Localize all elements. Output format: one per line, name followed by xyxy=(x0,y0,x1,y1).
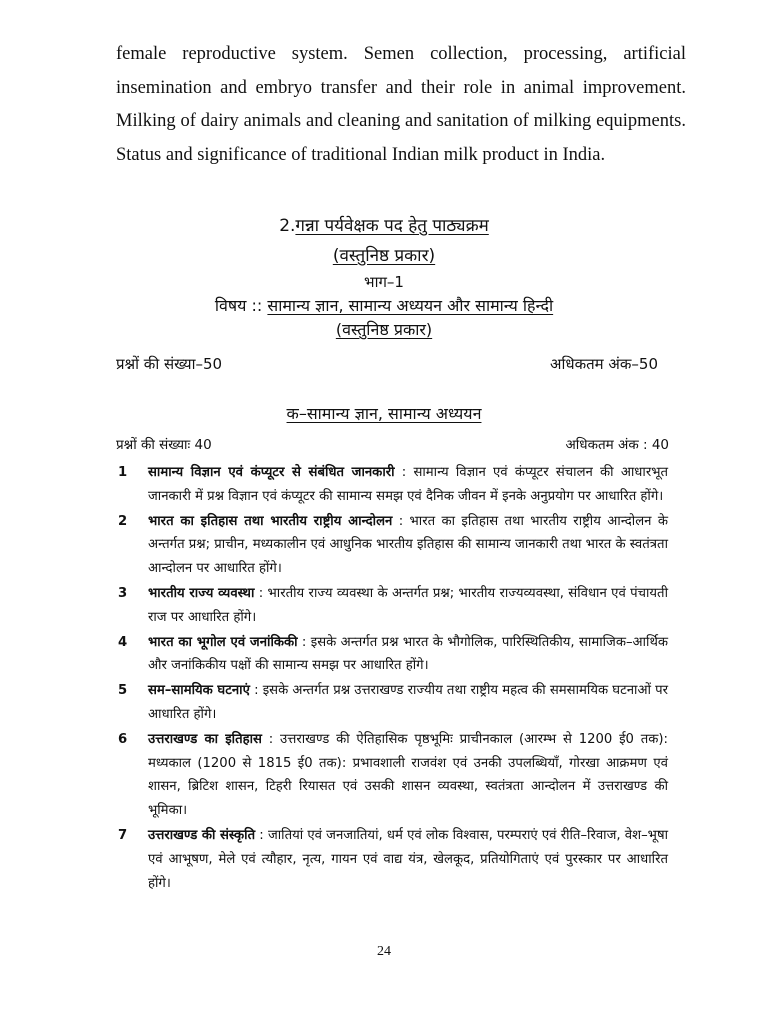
intro-paragraph: female reproductive system. Semen collection, processing, artificial insemination and embryo transfer and their role in animal improvement. Milking of dairy animals and cleaning and sanitation of milking equipments. Status and significance of traditional Indian milk product in India. xyxy=(116,44,686,165)
item-title: भारत का इतिहास तथा भारतीय राष्ट्रीय आन्दोलन xyxy=(148,513,393,529)
list-item xyxy=(118,679,668,727)
heading-type xyxy=(0,243,768,266)
list-item xyxy=(118,631,668,679)
list-item xyxy=(118,824,668,895)
item-title: सम–सामयिक घटनाएं xyxy=(148,683,250,699)
item-text: : इसके अन्तर्गत प्रश्न उत्तराखण्ड राज्यीय तथा राष्ट्रीय महत्व की समसामयिक घटनाओं पर आधारित होंगे। xyxy=(148,683,669,722)
item-text: : इसके अन्तर्गत प्रश्न भारत के भौगोलिक, पारिस्थितिकीय, सामाजिक–आर्थिक और जनांकिकीय पक्षों की सामान्य समझ पर आधारित होंगे। xyxy=(148,634,669,674)
section-title: क–सामान्य ज्ञान, सामान्य अध्ययन xyxy=(286,404,482,423)
item-text: : भारतीय राज्य व्यवस्था के अन्तर्गत प्रश्न; भारतीय राज्यव्यवस्था, संविधान एवं पंचायती राज पर आधारित होंगे। xyxy=(148,585,668,625)
item-body xyxy=(148,679,668,727)
page-number: 24 xyxy=(377,944,391,959)
list-item xyxy=(118,510,668,581)
subject-prefix: विषय :: xyxy=(214,296,263,315)
subject-text: सामान्य ज्ञान, सामान्य अध्ययन और सामान्य हिन्दी xyxy=(267,296,554,315)
item-title: भारतीय राज्य व्यवस्था xyxy=(148,585,255,601)
syllabus-heading xyxy=(0,213,768,236)
section-questions: प्रश्नों की संख्याः 40 xyxy=(116,437,212,453)
topic-list xyxy=(118,461,668,896)
list-item xyxy=(118,582,668,630)
item-body xyxy=(148,728,668,823)
heading-title: गन्ना पर्यवेक्षक पद हेतु पाठ्यक्रम xyxy=(295,216,489,236)
item-number: 3 xyxy=(118,585,128,601)
item-body xyxy=(148,582,668,630)
list-item xyxy=(118,728,668,823)
heading-number: 2. xyxy=(279,216,296,236)
section-summary-row xyxy=(116,435,669,453)
item-title: भारत का भूगोल एवं जनांकिकी xyxy=(148,634,298,650)
summary-row xyxy=(116,354,658,374)
subject-line xyxy=(0,294,768,316)
subject-type xyxy=(0,318,768,340)
item-number: 4 xyxy=(118,634,128,650)
total-max-marks: अधिकतम अंक–50 xyxy=(550,355,658,373)
list-item xyxy=(118,461,668,509)
item-number: 1 xyxy=(118,465,128,480)
part-label: भाग–1 xyxy=(364,273,404,291)
item-text: : सामान्य विज्ञान एवं कंप्यूटर संचालन की आधारभूत जानकारी में प्रश्न विज्ञान एवं कंप्यूटर की सामान्य समझ एवं दैनिक जीवन में इनके अनुप्रयोग पर आधारित होंगे। xyxy=(148,465,669,504)
item-body xyxy=(148,461,668,509)
item-title: उत्तराखण्ड का इतिहास xyxy=(148,731,262,747)
item-number: 7 xyxy=(118,827,128,843)
heading-type-text: (वस्तुनिष्ठ प्रकार) xyxy=(332,246,436,266)
item-number: 5 xyxy=(118,683,128,699)
item-body xyxy=(148,824,668,895)
total-questions: प्रश्नों की संख्या–50 xyxy=(116,355,223,373)
item-text: : उत्तराखण्ड की ऐतिहासिक पृष्ठभूमिः प्राचीनकाल (आरम्भ से 1200 ई0 तक): मध्यकाल (1200 से 1815 ई0 तक): प्रभावशाली राजवंश एवं उनकी उपलब्धियाँ, गोरखा आक्रमण एवं शासन, ब्रिटिश शासन, टिहरी रियासत एवं उसकी शासन व्यवस्था, स्वतंत्रता आन्दोलन में उत्तराखण्ड की भूमिका। xyxy=(148,731,668,819)
item-text: : जातियां एवं जनजातियां, धर्म एवं लोक विश्वास, परम्पराएं एवं रीति–रिवाज, वेश–भूषा एवं आभूषण, मेले एवं त्यौहार, नृत्य, गायन एवं वाद्य यंत्र, खेलकूद, प्रतियोगिताएं एवं पुरस्कार पर आधारित होंगे। xyxy=(148,827,668,891)
item-title: उत्तराखण्ड की संस्कृति xyxy=(148,827,256,843)
item-body xyxy=(148,510,668,581)
subject-type-text: (वस्तुनिष्ठ प्रकार) xyxy=(335,320,433,339)
item-title: सामान्य विज्ञान एवं कंप्यूटर से संबंधित जानकारी xyxy=(148,465,395,480)
section-max-marks: अधिकतम अंक : 40 xyxy=(565,437,669,453)
item-body xyxy=(148,631,668,679)
item-number: 2 xyxy=(118,513,128,529)
section-heading xyxy=(0,402,768,424)
item-text: : भारत का इतिहास तथा भारतीय राष्ट्रीय आन्दोलन के अन्तर्गत प्रश्न; प्राचीन, मध्यकालीन एवं आधुनिक भारतीय इतिहास की सामान्य जानकारी तथा भारत के स्वतंत्रता आन्दोलन पर आधारित होंगे। xyxy=(148,513,668,577)
item-number: 6 xyxy=(118,731,128,747)
